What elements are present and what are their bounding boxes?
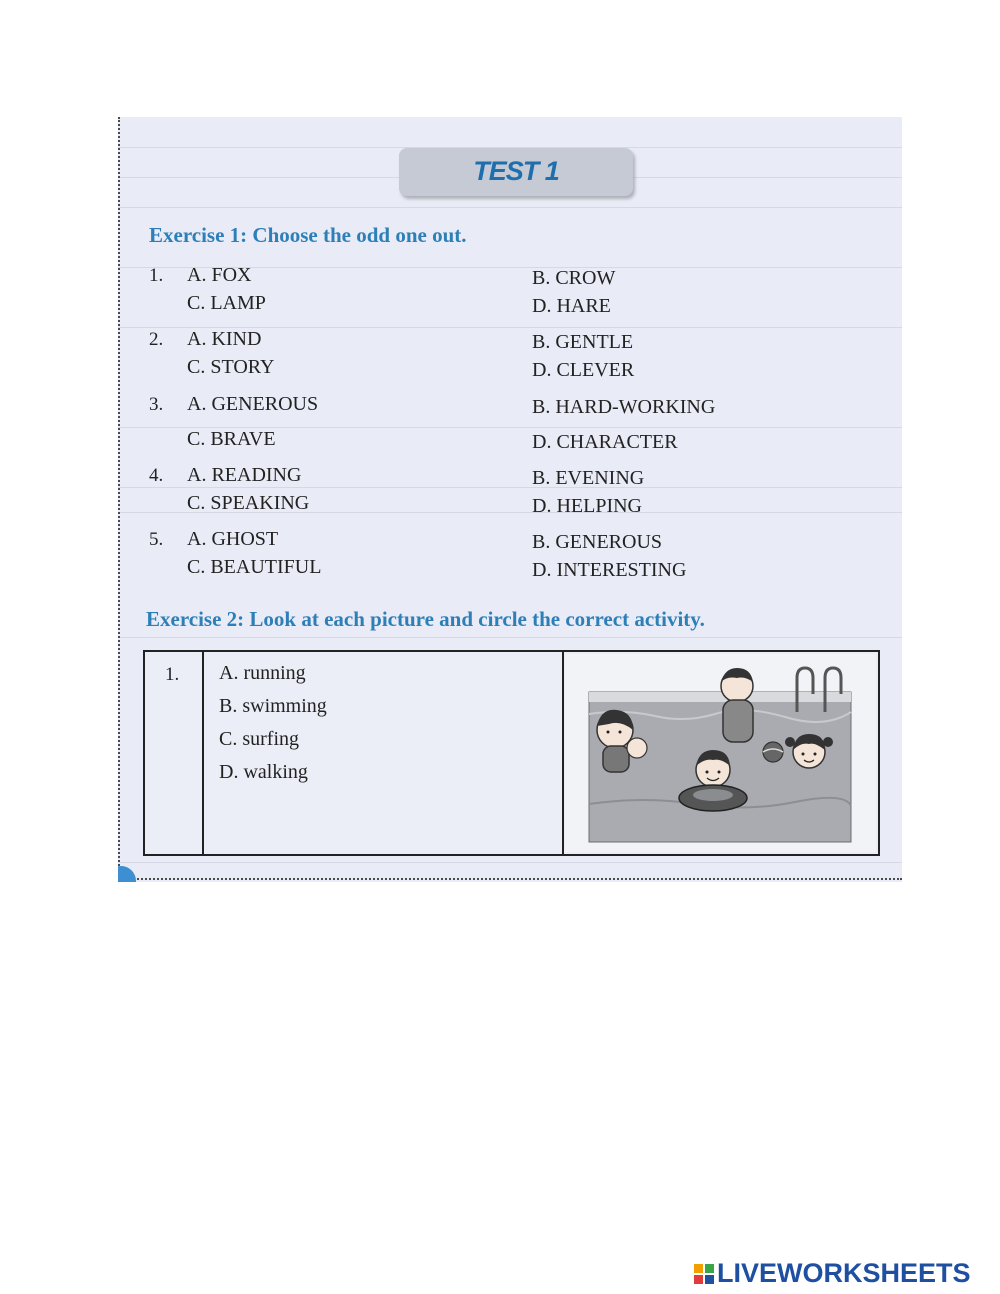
question-number: 4. [149,465,164,486]
option-b[interactable]: B. HARD-WORKING [532,396,716,418]
table-divider [562,652,564,854]
option-d[interactable]: D. INTERESTING [532,559,687,581]
exercise2-table [143,650,880,856]
question-number: 5. [149,529,164,550]
option-d[interactable]: D. HARE [532,295,611,317]
test-title-tab [399,148,633,196]
option-c[interactable]: C. BRAVE [187,428,276,450]
option-c[interactable]: C. BEAUTIFUL [187,556,322,578]
option-c[interactable]: C. SPEAKING [187,492,310,514]
worksheet-scan [118,117,902,882]
option-a[interactable]: A. GENEROUS [187,393,319,415]
page-corner-decoration [118,866,136,882]
question-number: 1. [149,265,164,286]
option-c[interactable]: C. LAMP [187,292,266,314]
option-b[interactable]: B. EVENING [532,467,645,489]
activity-option-c[interactable]: C. surfing [219,728,299,750]
liveworksheets-logo-icon [694,1264,714,1284]
liveworksheets-brand [694,1258,971,1289]
brand-name: LIVEWORKSHEETS [717,1258,971,1288]
exercise1-heading: Exercise 1: Choose the odd one out. [149,223,467,247]
option-d[interactable]: D. HELPING [532,495,642,517]
activity-option-a[interactable]: A. running [219,662,306,684]
activity-option-d[interactable]: D. walking [219,761,308,783]
option-a[interactable]: A. READING [187,464,302,486]
option-b[interactable]: B. GENTLE [532,331,634,353]
option-b[interactable]: B. CROW [532,267,616,289]
swimming-pool-children-icon [565,654,876,852]
row-number: 1. [165,664,180,685]
exercise2-heading: Exercise 2: Look at each picture and circle the correct activity. [146,607,705,631]
option-a[interactable]: A. GHOST [187,528,279,550]
option-d[interactable]: D. CHARACTER [532,431,678,453]
question-number: 3. [149,394,164,415]
option-c[interactable]: C. STORY [187,356,275,378]
option-a[interactable]: A. FOX [187,264,252,286]
option-a[interactable]: A. KIND [187,328,262,350]
bottom-dotted-border [118,878,902,880]
table-divider [202,652,204,854]
question-number: 2. [149,329,164,350]
option-d[interactable]: D. CLEVER [532,359,635,381]
option-b[interactable]: B. GENEROUS [532,531,663,553]
left-dotted-border [118,117,120,882]
activity-option-b[interactable]: B. swimming [219,695,327,717]
test-title: TEST 1 [473,156,559,186]
